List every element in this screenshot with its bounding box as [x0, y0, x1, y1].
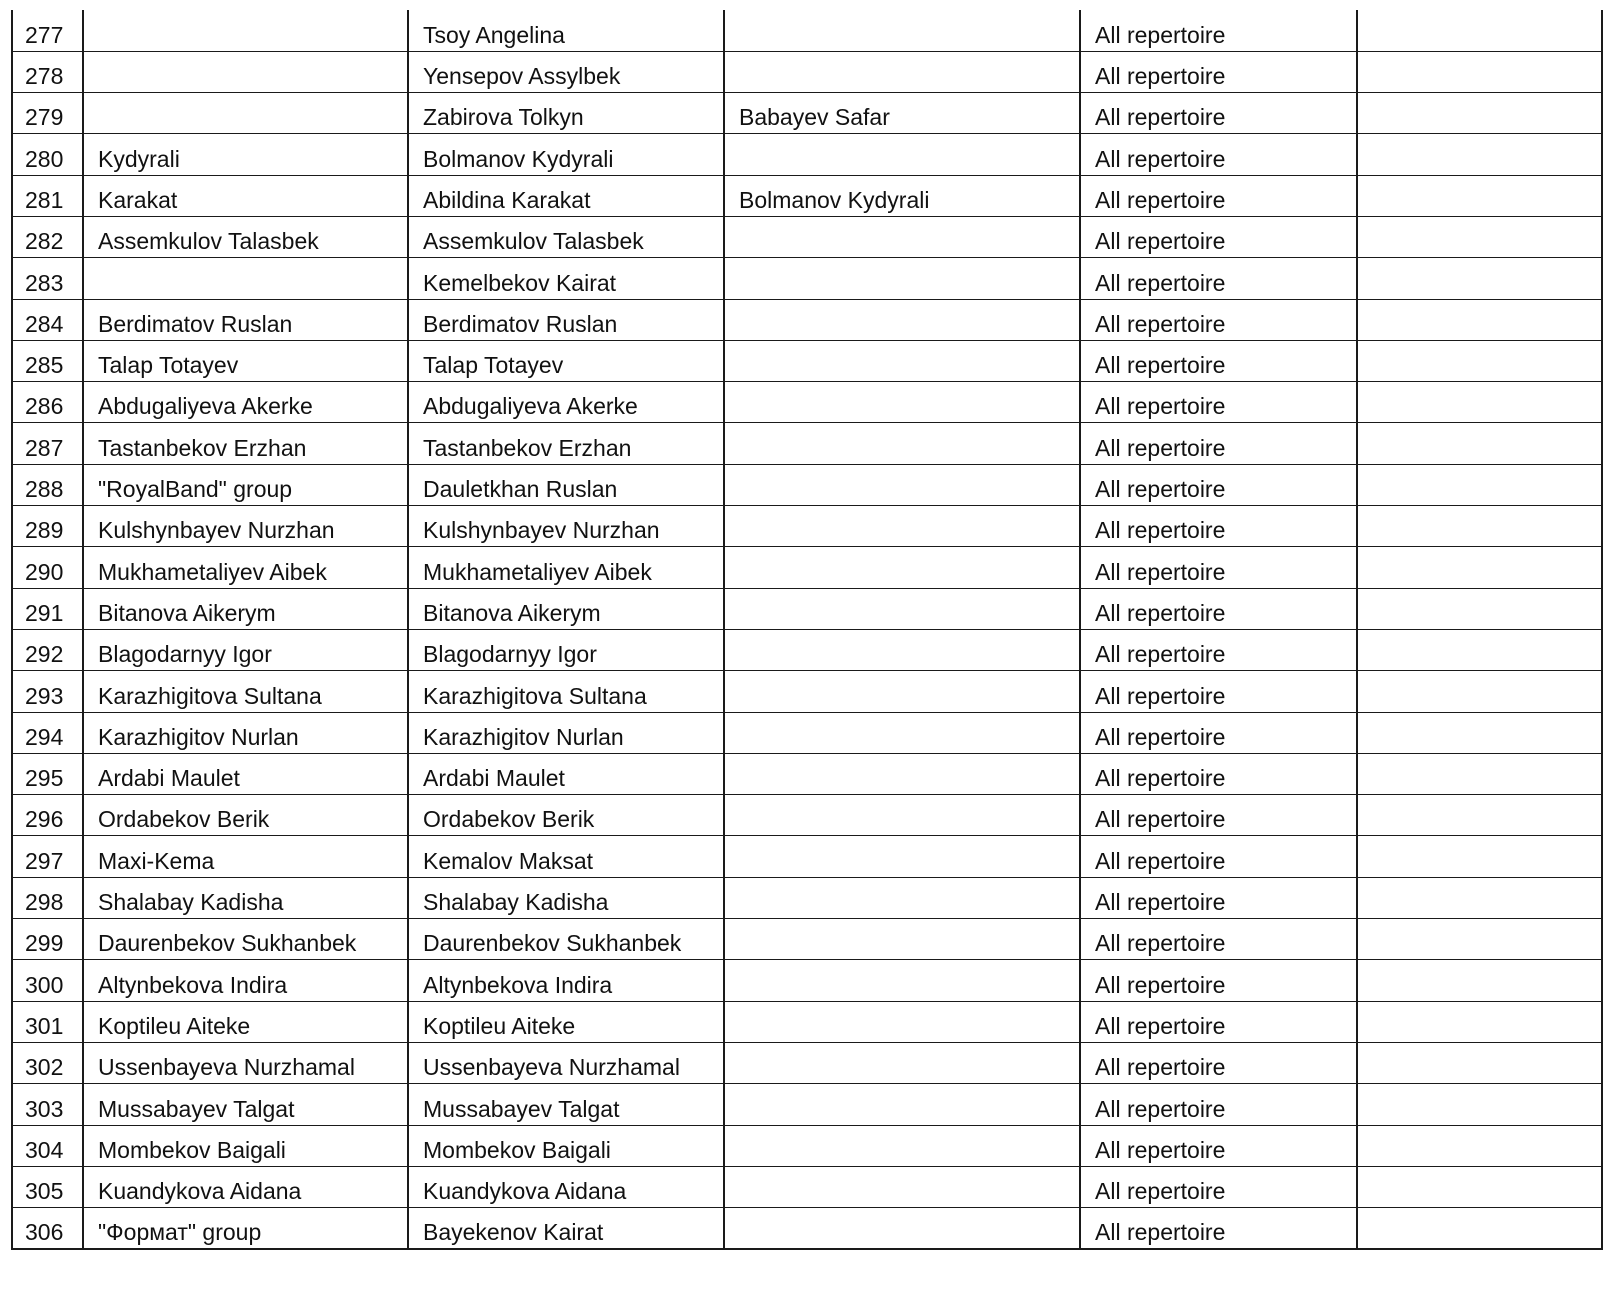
performer-cell: Tastanbekov Erzhan: [83, 423, 408, 464]
notes-cell: [1357, 10, 1602, 51]
performer-cell: Karakat: [83, 175, 408, 216]
performer-cell: Talap Totayev: [83, 340, 408, 381]
author-cell: Abdugaliyeva Akerke: [408, 382, 724, 423]
roster-table: [11, 10, 1603, 1250]
scope-cell: All repertoire: [1080, 1208, 1357, 1249]
performer-cell: [83, 258, 408, 299]
coauthor-cell: [724, 51, 1080, 92]
table-row: [12, 753, 1602, 794]
notes-cell: [1357, 919, 1602, 960]
table-row: [12, 836, 1602, 877]
performer-cell: Koptileu Aiteke: [83, 1001, 408, 1042]
notes-cell: [1357, 1125, 1602, 1166]
coauthor-cell: [724, 382, 1080, 423]
row-number-cell: 278: [12, 51, 83, 92]
notes-cell: [1357, 712, 1602, 753]
performer-cell: Daurenbekov Sukhanbek: [83, 919, 408, 960]
author-cell: Mombekov Baigali: [408, 1125, 724, 1166]
coauthor-cell: [724, 712, 1080, 753]
performer-cell: Mombekov Baigali: [83, 1125, 408, 1166]
notes-cell: [1357, 671, 1602, 712]
author-cell: Dauletkhan Ruslan: [408, 464, 724, 505]
coauthor-cell: [724, 506, 1080, 547]
author-cell: Kulshynbayev Nurzhan: [408, 506, 724, 547]
notes-cell: [1357, 93, 1602, 134]
performer-cell: Maxi-Kema: [83, 836, 408, 877]
row-number-cell: 292: [12, 629, 83, 670]
table-row: [12, 960, 1602, 1001]
coauthor-cell: [724, 134, 1080, 175]
coauthor-cell: [724, 960, 1080, 1001]
table-row: [12, 340, 1602, 381]
coauthor-cell: [724, 464, 1080, 505]
table-row: [12, 1166, 1602, 1207]
table-row: [12, 588, 1602, 629]
scope-cell: All repertoire: [1080, 299, 1357, 340]
author-cell: Abildina Karakat: [408, 175, 724, 216]
coauthor-cell: [724, 588, 1080, 629]
notes-cell: [1357, 753, 1602, 794]
performer-cell: Blagodarnyy Igor: [83, 629, 408, 670]
table-row: [12, 258, 1602, 299]
performer-cell: Ussenbayeva Nurzhamal: [83, 1042, 408, 1083]
performer-cell: "RoyalBand" group: [83, 464, 408, 505]
coauthor-cell: [724, 258, 1080, 299]
author-cell: Ordabekov Berik: [408, 795, 724, 836]
coauthor-cell: [724, 1208, 1080, 1249]
scope-cell: All repertoire: [1080, 93, 1357, 134]
notes-cell: [1357, 960, 1602, 1001]
row-number-cell: 291: [12, 588, 83, 629]
performer-cell: Karazhigitov Nurlan: [83, 712, 408, 753]
row-number-cell: 286: [12, 382, 83, 423]
notes-cell: [1357, 1166, 1602, 1207]
coauthor-cell: [724, 1125, 1080, 1166]
performer-cell: Mukhametaliyev Aibek: [83, 547, 408, 588]
coauthor-cell: [724, 216, 1080, 257]
row-number-cell: 282: [12, 216, 83, 257]
table-row: [12, 1042, 1602, 1083]
scope-cell: All repertoire: [1080, 423, 1357, 464]
notes-cell: [1357, 299, 1602, 340]
author-cell: Karazhigitov Nurlan: [408, 712, 724, 753]
performer-cell: Kuandykova Aidana: [83, 1166, 408, 1207]
table-row: [12, 134, 1602, 175]
notes-cell: [1357, 51, 1602, 92]
table-row: [12, 93, 1602, 134]
table-row: [12, 547, 1602, 588]
row-number-cell: 299: [12, 919, 83, 960]
author-cell: Assemkulov Talasbek: [408, 216, 724, 257]
notes-cell: [1357, 1042, 1602, 1083]
author-cell: Ardabi Maulet: [408, 753, 724, 794]
scope-cell: All repertoire: [1080, 258, 1357, 299]
author-cell: Karazhigitova Sultana: [408, 671, 724, 712]
table-row: [12, 423, 1602, 464]
scope-cell: All repertoire: [1080, 1084, 1357, 1125]
author-cell: Kemalov Maksat: [408, 836, 724, 877]
author-cell: Bolmanov Kydyrali: [408, 134, 724, 175]
coauthor-cell: [724, 547, 1080, 588]
performer-cell: Karazhigitova Sultana: [83, 671, 408, 712]
author-cell: Zabirova Tolkyn: [408, 93, 724, 134]
performer-cell: Altynbekova Indira: [83, 960, 408, 1001]
notes-cell: [1357, 836, 1602, 877]
author-cell: Mukhametaliyev Aibek: [408, 547, 724, 588]
row-number-cell: 279: [12, 93, 83, 134]
row-number-cell: 306: [12, 1208, 83, 1249]
scope-cell: All repertoire: [1080, 51, 1357, 92]
coauthor-cell: [724, 836, 1080, 877]
scope-cell: All repertoire: [1080, 836, 1357, 877]
coauthor-cell: [724, 795, 1080, 836]
notes-cell: [1357, 382, 1602, 423]
notes-cell: [1357, 258, 1602, 299]
performer-cell: "Формат" group: [83, 1208, 408, 1249]
table-row: [12, 1084, 1602, 1125]
table-row: [12, 51, 1602, 92]
author-cell: Mussabayev Talgat: [408, 1084, 724, 1125]
notes-cell: [1357, 588, 1602, 629]
row-number-cell: 280: [12, 134, 83, 175]
row-number-cell: 294: [12, 712, 83, 753]
notes-cell: [1357, 877, 1602, 918]
table-row: [12, 299, 1602, 340]
notes-cell: [1357, 1208, 1602, 1249]
notes-cell: [1357, 547, 1602, 588]
row-number-cell: 301: [12, 1001, 83, 1042]
table-row: [12, 175, 1602, 216]
table-row: [12, 216, 1602, 257]
row-number-cell: 290: [12, 547, 83, 588]
author-cell: Shalabay Kadisha: [408, 877, 724, 918]
coauthor-cell: [724, 919, 1080, 960]
performer-cell: Ardabi Maulet: [83, 753, 408, 794]
performer-cell: Assemkulov Talasbek: [83, 216, 408, 257]
notes-cell: [1357, 340, 1602, 381]
performer-cell: [83, 51, 408, 92]
author-cell: Berdimatov Ruslan: [408, 299, 724, 340]
performer-cell: Bitanova Aikerym: [83, 588, 408, 629]
row-number-cell: 284: [12, 299, 83, 340]
performer-cell: Berdimatov Ruslan: [83, 299, 408, 340]
coauthor-cell: [724, 299, 1080, 340]
notes-cell: [1357, 1084, 1602, 1125]
row-number-cell: 289: [12, 506, 83, 547]
coauthor-cell: [724, 671, 1080, 712]
table-row: [12, 10, 1602, 51]
coauthor-cell: [724, 1001, 1080, 1042]
scope-cell: All repertoire: [1080, 588, 1357, 629]
scope-cell: All repertoire: [1080, 506, 1357, 547]
performer-cell: Ordabekov Berik: [83, 795, 408, 836]
row-number-cell: 304: [12, 1125, 83, 1166]
scope-cell: All repertoire: [1080, 134, 1357, 175]
notes-cell: [1357, 506, 1602, 547]
coauthor-cell: [724, 629, 1080, 670]
author-cell: Tsoy Angelina: [408, 10, 724, 51]
notes-cell: [1357, 464, 1602, 505]
row-number-cell: 303: [12, 1084, 83, 1125]
performer-cell: Kulshynbayev Nurzhan: [83, 506, 408, 547]
scope-cell: All repertoire: [1080, 795, 1357, 836]
row-number-cell: 295: [12, 753, 83, 794]
author-cell: Bayekenov Kairat: [408, 1208, 724, 1249]
row-number-cell: 283: [12, 258, 83, 299]
row-number-cell: 281: [12, 175, 83, 216]
author-cell: Ussenbayeva Nurzhamal: [408, 1042, 724, 1083]
coauthor-cell: Babayev Safar: [724, 93, 1080, 134]
author-cell: Daurenbekov Sukhanbek: [408, 919, 724, 960]
coauthor-cell: [724, 1084, 1080, 1125]
row-number-cell: 296: [12, 795, 83, 836]
table-row: [12, 712, 1602, 753]
scope-cell: All repertoire: [1080, 10, 1357, 51]
author-cell: Kemelbekov Kairat: [408, 258, 724, 299]
author-cell: Yensepov Assylbek: [408, 51, 724, 92]
author-cell: Blagodarnyy Igor: [408, 629, 724, 670]
scope-cell: All repertoire: [1080, 629, 1357, 670]
roster-table-body: [12, 10, 1602, 1249]
notes-cell: [1357, 216, 1602, 257]
coauthor-cell: [724, 423, 1080, 464]
row-number-cell: 305: [12, 1166, 83, 1207]
author-cell: Tastanbekov Erzhan: [408, 423, 724, 464]
row-number-cell: 300: [12, 960, 83, 1001]
row-number-cell: 277: [12, 10, 83, 51]
scope-cell: All repertoire: [1080, 753, 1357, 794]
row-number-cell: 297: [12, 836, 83, 877]
coauthor-cell: [724, 10, 1080, 51]
performer-cell: Abdugaliyeva Akerke: [83, 382, 408, 423]
author-cell: Koptileu Aiteke: [408, 1001, 724, 1042]
table-row: [12, 877, 1602, 918]
table-row: [12, 1208, 1602, 1249]
performer-cell: Shalabay Kadisha: [83, 877, 408, 918]
scope-cell: All repertoire: [1080, 1166, 1357, 1207]
table-row: [12, 464, 1602, 505]
performer-cell: Mussabayev Talgat: [83, 1084, 408, 1125]
scope-cell: All repertoire: [1080, 340, 1357, 381]
row-number-cell: 285: [12, 340, 83, 381]
table-row: [12, 506, 1602, 547]
author-cell: Kuandykova Aidana: [408, 1166, 724, 1207]
author-cell: Talap Totayev: [408, 340, 724, 381]
notes-cell: [1357, 175, 1602, 216]
document-page: [11, 10, 1601, 1250]
coauthor-cell: [724, 1166, 1080, 1207]
row-number-cell: 298: [12, 877, 83, 918]
scope-cell: All repertoire: [1080, 464, 1357, 505]
table-row: [12, 795, 1602, 836]
author-cell: Altynbekova Indira: [408, 960, 724, 1001]
row-number-cell: 302: [12, 1042, 83, 1083]
scope-cell: All repertoire: [1080, 547, 1357, 588]
table-row: [12, 382, 1602, 423]
performer-cell: [83, 10, 408, 51]
table-row: [12, 919, 1602, 960]
row-number-cell: 293: [12, 671, 83, 712]
coauthor-cell: Bolmanov Kydyrali: [724, 175, 1080, 216]
scope-cell: All repertoire: [1080, 960, 1357, 1001]
scope-cell: All repertoire: [1080, 919, 1357, 960]
scope-cell: All repertoire: [1080, 671, 1357, 712]
table-row: [12, 1001, 1602, 1042]
notes-cell: [1357, 1001, 1602, 1042]
notes-cell: [1357, 423, 1602, 464]
table-row: [12, 671, 1602, 712]
performer-cell: Kydyrali: [83, 134, 408, 175]
scope-cell: All repertoire: [1080, 1125, 1357, 1166]
scope-cell: All repertoire: [1080, 712, 1357, 753]
row-number-cell: 288: [12, 464, 83, 505]
notes-cell: [1357, 134, 1602, 175]
coauthor-cell: [724, 340, 1080, 381]
scope-cell: All repertoire: [1080, 175, 1357, 216]
author-cell: Bitanova Aikerym: [408, 588, 724, 629]
coauthor-cell: [724, 1042, 1080, 1083]
notes-cell: [1357, 629, 1602, 670]
notes-cell: [1357, 795, 1602, 836]
coauthor-cell: [724, 753, 1080, 794]
table-row: [12, 1125, 1602, 1166]
table-row: [12, 629, 1602, 670]
scope-cell: All repertoire: [1080, 382, 1357, 423]
performer-cell: [83, 93, 408, 134]
scope-cell: All repertoire: [1080, 877, 1357, 918]
coauthor-cell: [724, 877, 1080, 918]
row-number-cell: 287: [12, 423, 83, 464]
scope-cell: All repertoire: [1080, 1001, 1357, 1042]
scope-cell: All repertoire: [1080, 216, 1357, 257]
scope-cell: All repertoire: [1080, 1042, 1357, 1083]
